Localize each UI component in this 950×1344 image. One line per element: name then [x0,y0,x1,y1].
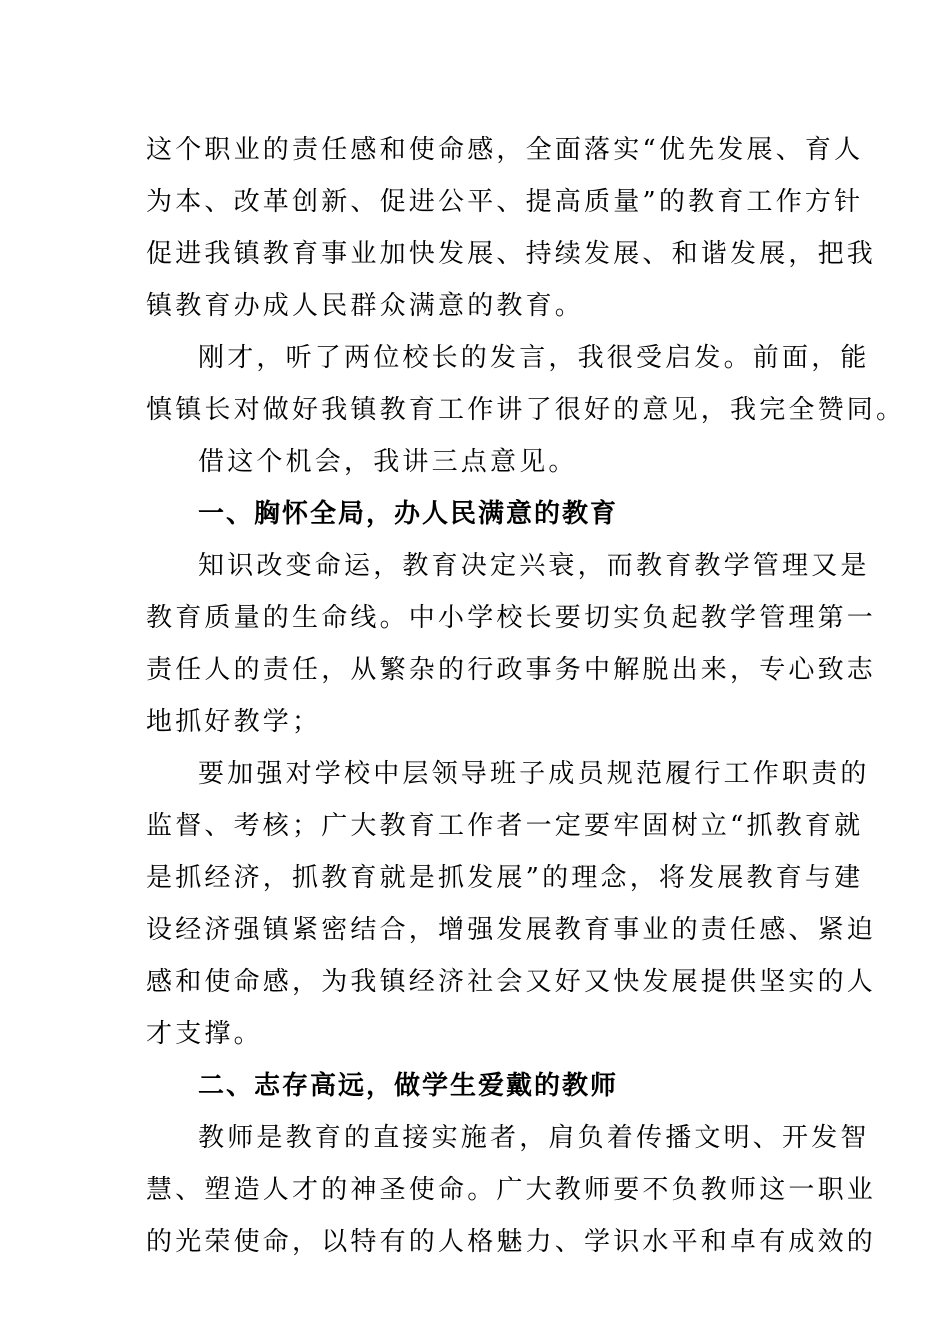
paragraph-start-line: 借这个机会，我讲三点意见。 [198,447,578,477]
text-line: 慧、塑造人才的神圣使命。广大教师要不负教师这一职业 [146,1175,877,1205]
text-line: 监督、考核；广大教育工作者一定要牢固树立“抓教育就 [146,811,864,841]
document-body [146,124,906,1268]
text-line: 镇教育办成人民群众满意的教育。 [146,291,585,321]
text-line: 这个职业的责任感和使命感，全面落实“优先发展、育人 [146,135,864,165]
text-line: 教育质量的生命线。中小学校长要切实负起教学管理第一 [146,603,877,633]
paragraph-start-line: 教师是教育的直接实施者，肩负着传播文明、开发智 [198,1123,870,1153]
text-line: 的光荣使命，以特有的人格魅力、学识水平和卓有成效的 [146,1227,877,1257]
text-line: 为本、改革创新、促进公平、提高质量”的教育工作方针 [146,187,864,217]
paragraph-start-line: 刚才，听了两位校长的发言，我很受启发。前面，能 [198,343,870,373]
paragraph-start-line: 要加强对学校中层领导班子成员规范履行工作职责的 [198,759,870,789]
section-heading-1: 一、胸怀全局，办人民满意的教育 [198,499,619,529]
text-line: 才支撑。 [146,1019,263,1049]
section-heading-2: 二、志存高远，做学生爱戴的教师 [198,1071,619,1101]
text-line: 促进我镇教育事业加快发展、持续发展、和谐发展，把我 [146,239,877,269]
text-line: 感和使命感，为我镇经济社会又好又快发展提供坚实的人 [146,967,877,997]
text-line: 慎镇长对做好我镇教育工作讲了很好的意见，我完全赞同。 [146,395,906,425]
text-line: 设经济强镇紧密结合，增强发展教育事业的责任感、紧迫 [146,915,877,945]
paragraph-start-line: 知识改变命运，教育决定兴衰，而教育教学管理又是 [198,551,870,581]
text-line: 地抓好教学； [146,707,322,737]
text-line: 责任人的责任，从繁杂的行政事务中解脱出来，专心致志 [146,655,877,685]
text-line: 是抓经济，抓教育就是抓发展”的理念，将发展教育与建 [146,863,864,893]
